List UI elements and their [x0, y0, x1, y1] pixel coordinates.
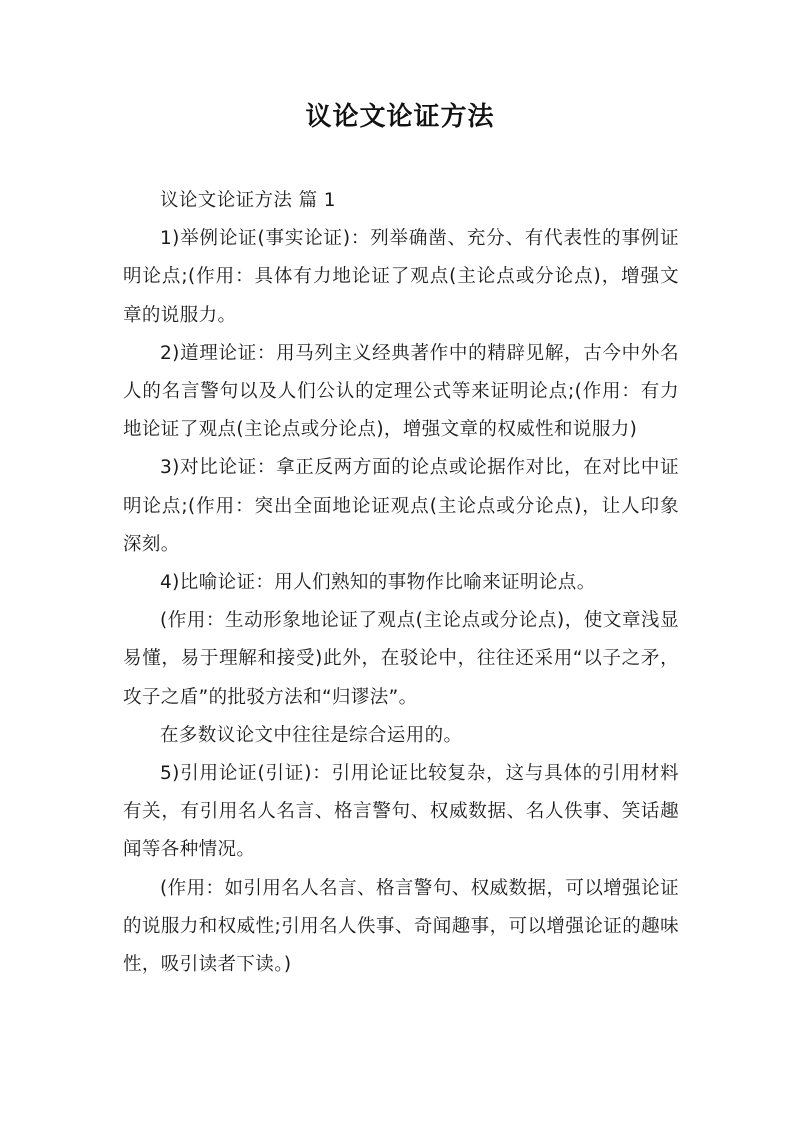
- paragraph-contrast-argument: 3)对比论证：拿正反两方面的论点或论据作对比，在对比中证明论点;(作用：突出全面地论证观点(主论点或分论点)，让人印象深刻。: [123, 457, 679, 555]
- document-title: 议论文论证方法: [305, 102, 495, 132]
- paragraph-citation-argument: 5)引用论证(引证)：引用论证比较复杂，这与具体的引用材料有关，有引用名人名言、格言警句、权威数据、名人佚事、笑话趣闻等各种情况。: [123, 763, 679, 861]
- section-heading: 议论文论证方法 篇 1: [160, 190, 336, 211]
- paragraph-metaphor-effect: (作用：生动形象地论证了观点(主论点或分论点)，使文章浅显易懂，易于理解和接受)此外，在驳论中，往往还采用“以子之矛，攻子之盾”的批驳方法和“归谬法”。: [123, 610, 679, 708]
- paragraph-metaphor-argument: 4)比喻论证：用人们熟知的事物作比喻来证明论点。: [160, 572, 596, 594]
- document-body: [123, 182, 679, 984]
- paragraph-reasoning-argument: 2)道理论证：用马列主义经典著作中的精辟见解，古今中外名人的名言警句以及人们公认的定理公式等来证明论点;(作用：有力地论证了观点(主论点或分论点)，增强文章的权威性和说服力): [123, 342, 679, 441]
- paragraph-example-argument: 1)举例论证(事实论证)：列举确凿、充分、有代表性的事例证明论点;(作用：具体有力地论证了观点(主论点或分论点)，增强文章的说服力。: [123, 228, 679, 326]
- paragraph-combined-use: 在多数议论文中往往是综合运用的。: [160, 724, 463, 746]
- paragraph-citation-effect: (作用：如引用名人名言、格言警句、权威数据，可以增强论证的说服力和权威性;引用名人佚事、奇闻趣事，可以增强论证的趣味性，吸引读者下读。): [123, 877, 679, 976]
